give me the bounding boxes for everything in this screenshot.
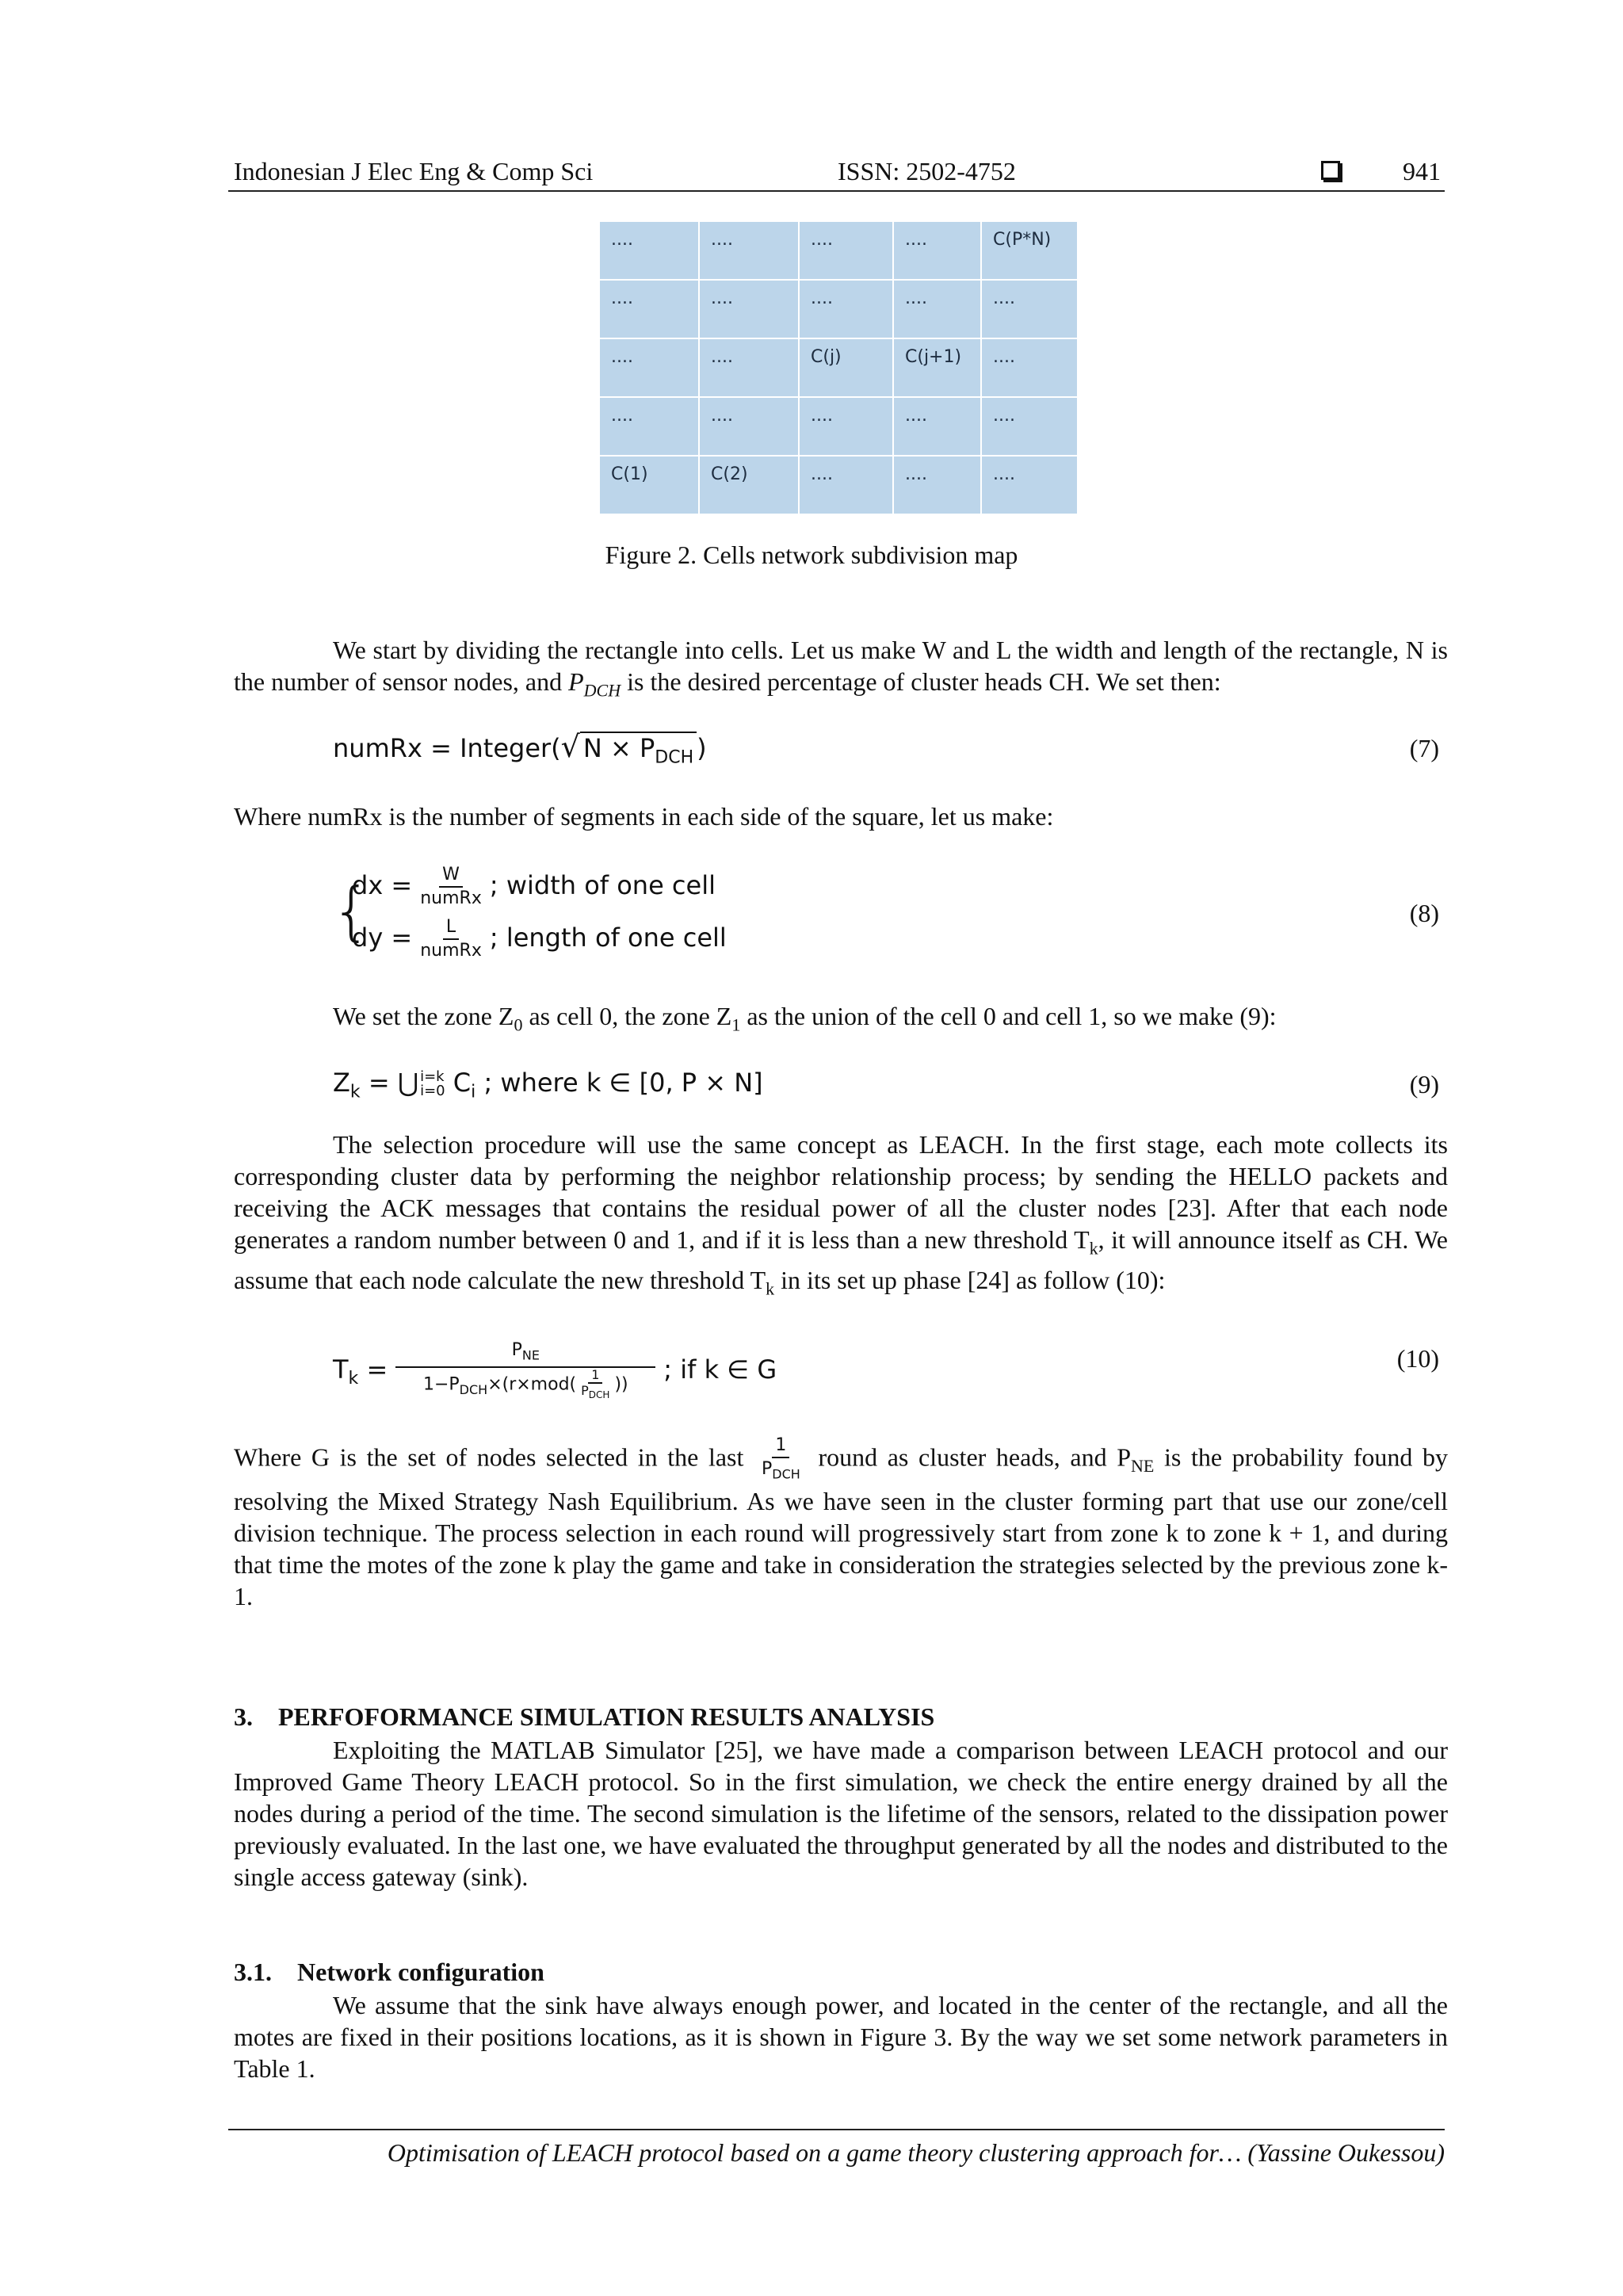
equation-7: numRx = Integer(√ $N \times P_{DCH}$ ) [333,729,707,768]
grid-cell: .... [982,398,1077,455]
cells-network-figure [600,222,1071,509]
grid-cell: .... [700,339,798,396]
paragraph: The selection procedure will use the same concept as LEACH. In the first stage, each mote collects its corresponding cluster data by performing the neighbor relationship process; by sending the HELLO packets and receiving the ACK messages that contains the residual power of all the cluster nodes [23]. After that each node generates a random number between 0 and 1, and if it is less than a new threshold $T_k$, it will announce itself as CH. We assume that each node calculate the new threshold $T_k$ in its set up phase [24] as follow (10): [234,1130,1449,1299]
grid-cell: .... [894,222,980,279]
paragraph: We start by dividing the rectangle into cells. Let us make W and L the width and length of the rectangle, N is the number of sensor nodes, and $P_{DCH}$ is the desired percentage of cluster heads CH. We set then: [234,636,1448,701]
page-number: 941 [1403,157,1441,185]
grid-cell: .... [894,457,980,514]
equation-10: $T_k$ = $P_{NE}$ $1-P_{DCH}\times(r\times mod$( $\frac{1}{P_{DCH}}$ )) ; if k ∈ G [333,1340,777,1401]
equation-number: (10) [1396,1344,1439,1373]
paragraph: Where G is the set of nodes selected in the last $\frac{1}{P_{DCH}}$ round as cluster heads, and $P_{NE}$ is the probability found by resolving the Mixed Strategy Nash Equilibrium. As we have seen in the cluster forming part that use our zone/cell division technique. The process selection in each round will progressively start from zone k to zone k + 1, and during that time the motes of the zone k play the game and take in consideration the strategies selected by the previous zone k-1. [234,1435,1449,1611]
paragraph: We assume that the sink have always enough power, and located in the center of the rectangle, and all the motes are fixed in their positions locations, as it is shown in Figure 3. By the way we set some network parameters in Table 1. [234,1991,1448,2083]
section-heading: 3. PERFOFORMANCE SIMULATION RESULTS ANALYSIS [234,1702,935,1731]
grid-cell: .... [800,281,892,338]
grid-cell: .... [700,222,798,279]
running-header-issn: ISSN: 2502-4752 [838,157,1016,185]
grid-cell: .... [982,281,1077,338]
equation-9: $Z_k$ = ⋃ i=k i=0 $C_i$ ; where k ∈ [0, P × N] [333,1068,763,1102]
equation-8-dy: dy = $\frac{L}{\text{numRx}}$ ; length of one cell [352,917,727,961]
grid-cell: .... [894,281,980,338]
running-header-journal: Indonesian J Elec Eng & Comp Sci [234,157,594,185]
header-rule [228,190,1445,192]
left-brace-icon: { [331,874,372,948]
grid-cell: .... [894,398,980,455]
checkbox-square-icon [1321,161,1340,180]
p-dch-symbol: $P_{DCH}$ [568,667,621,701]
subsection-heading: 3.1. Network configuration [234,1958,544,1986]
paragraph: Exploiting the MATLAB Simulator [25], we have made a comparison between LEACH protocol and our Improved Game Theory LEACH protocol. So in the first simulation, we check the entire energy drained by all the nodes during a period of the time. The second simulation is the lifetime of the sensors, related to the dissipation power previously evaluated. In the last one, we have evaluated the throughput generated by all the nodes and distributed to the single access gateway (sink). [234,1736,1448,1891]
grid-cell: C(2) [700,457,798,514]
grid-cell: .... [700,281,798,338]
grid-cell: .... [600,222,698,279]
equation-number: (7) [1409,734,1439,762]
grid-cell: C(P*N) [982,222,1077,279]
grid-cell: C(j) [800,339,892,396]
footer-rule [228,2129,1445,2130]
grid-cell: .... [982,339,1077,396]
grid-cell: .... [982,457,1077,514]
equation-number: (9) [1409,1070,1439,1098]
paragraph: Where numRx is the number of segments in each side of the square, let us make: [234,802,1054,831]
running-footer: Optimisation of LEACH protocol based on a game theory clustering approach for… (Yassine Oukessou) [387,2138,1445,2167]
grid-cell: .... [800,222,892,279]
grid-cell: .... [600,398,698,455]
grid-cell: .... [600,339,698,396]
grid-cell: C(j+1) [894,339,980,396]
paragraph: We set the zone $Z_0$ as cell 0, the zone $Z_1$ as the union of the cell 0 and cell 1, so we make (9): [333,1002,1277,1035]
grid-cell: .... [600,281,698,338]
figure-caption: Figure 2. Cells network subdivision map [605,541,1018,569]
grid-cell: .... [700,398,798,455]
grid-cell: .... [800,398,892,455]
equation-8-dx: dx = $\frac{W}{\text{numRx}}$ ; width of one cell [352,865,716,908]
grid-cell: .... [800,457,892,514]
equation-number: (8) [1409,899,1439,927]
grid-cell: C(1) [600,457,698,514]
